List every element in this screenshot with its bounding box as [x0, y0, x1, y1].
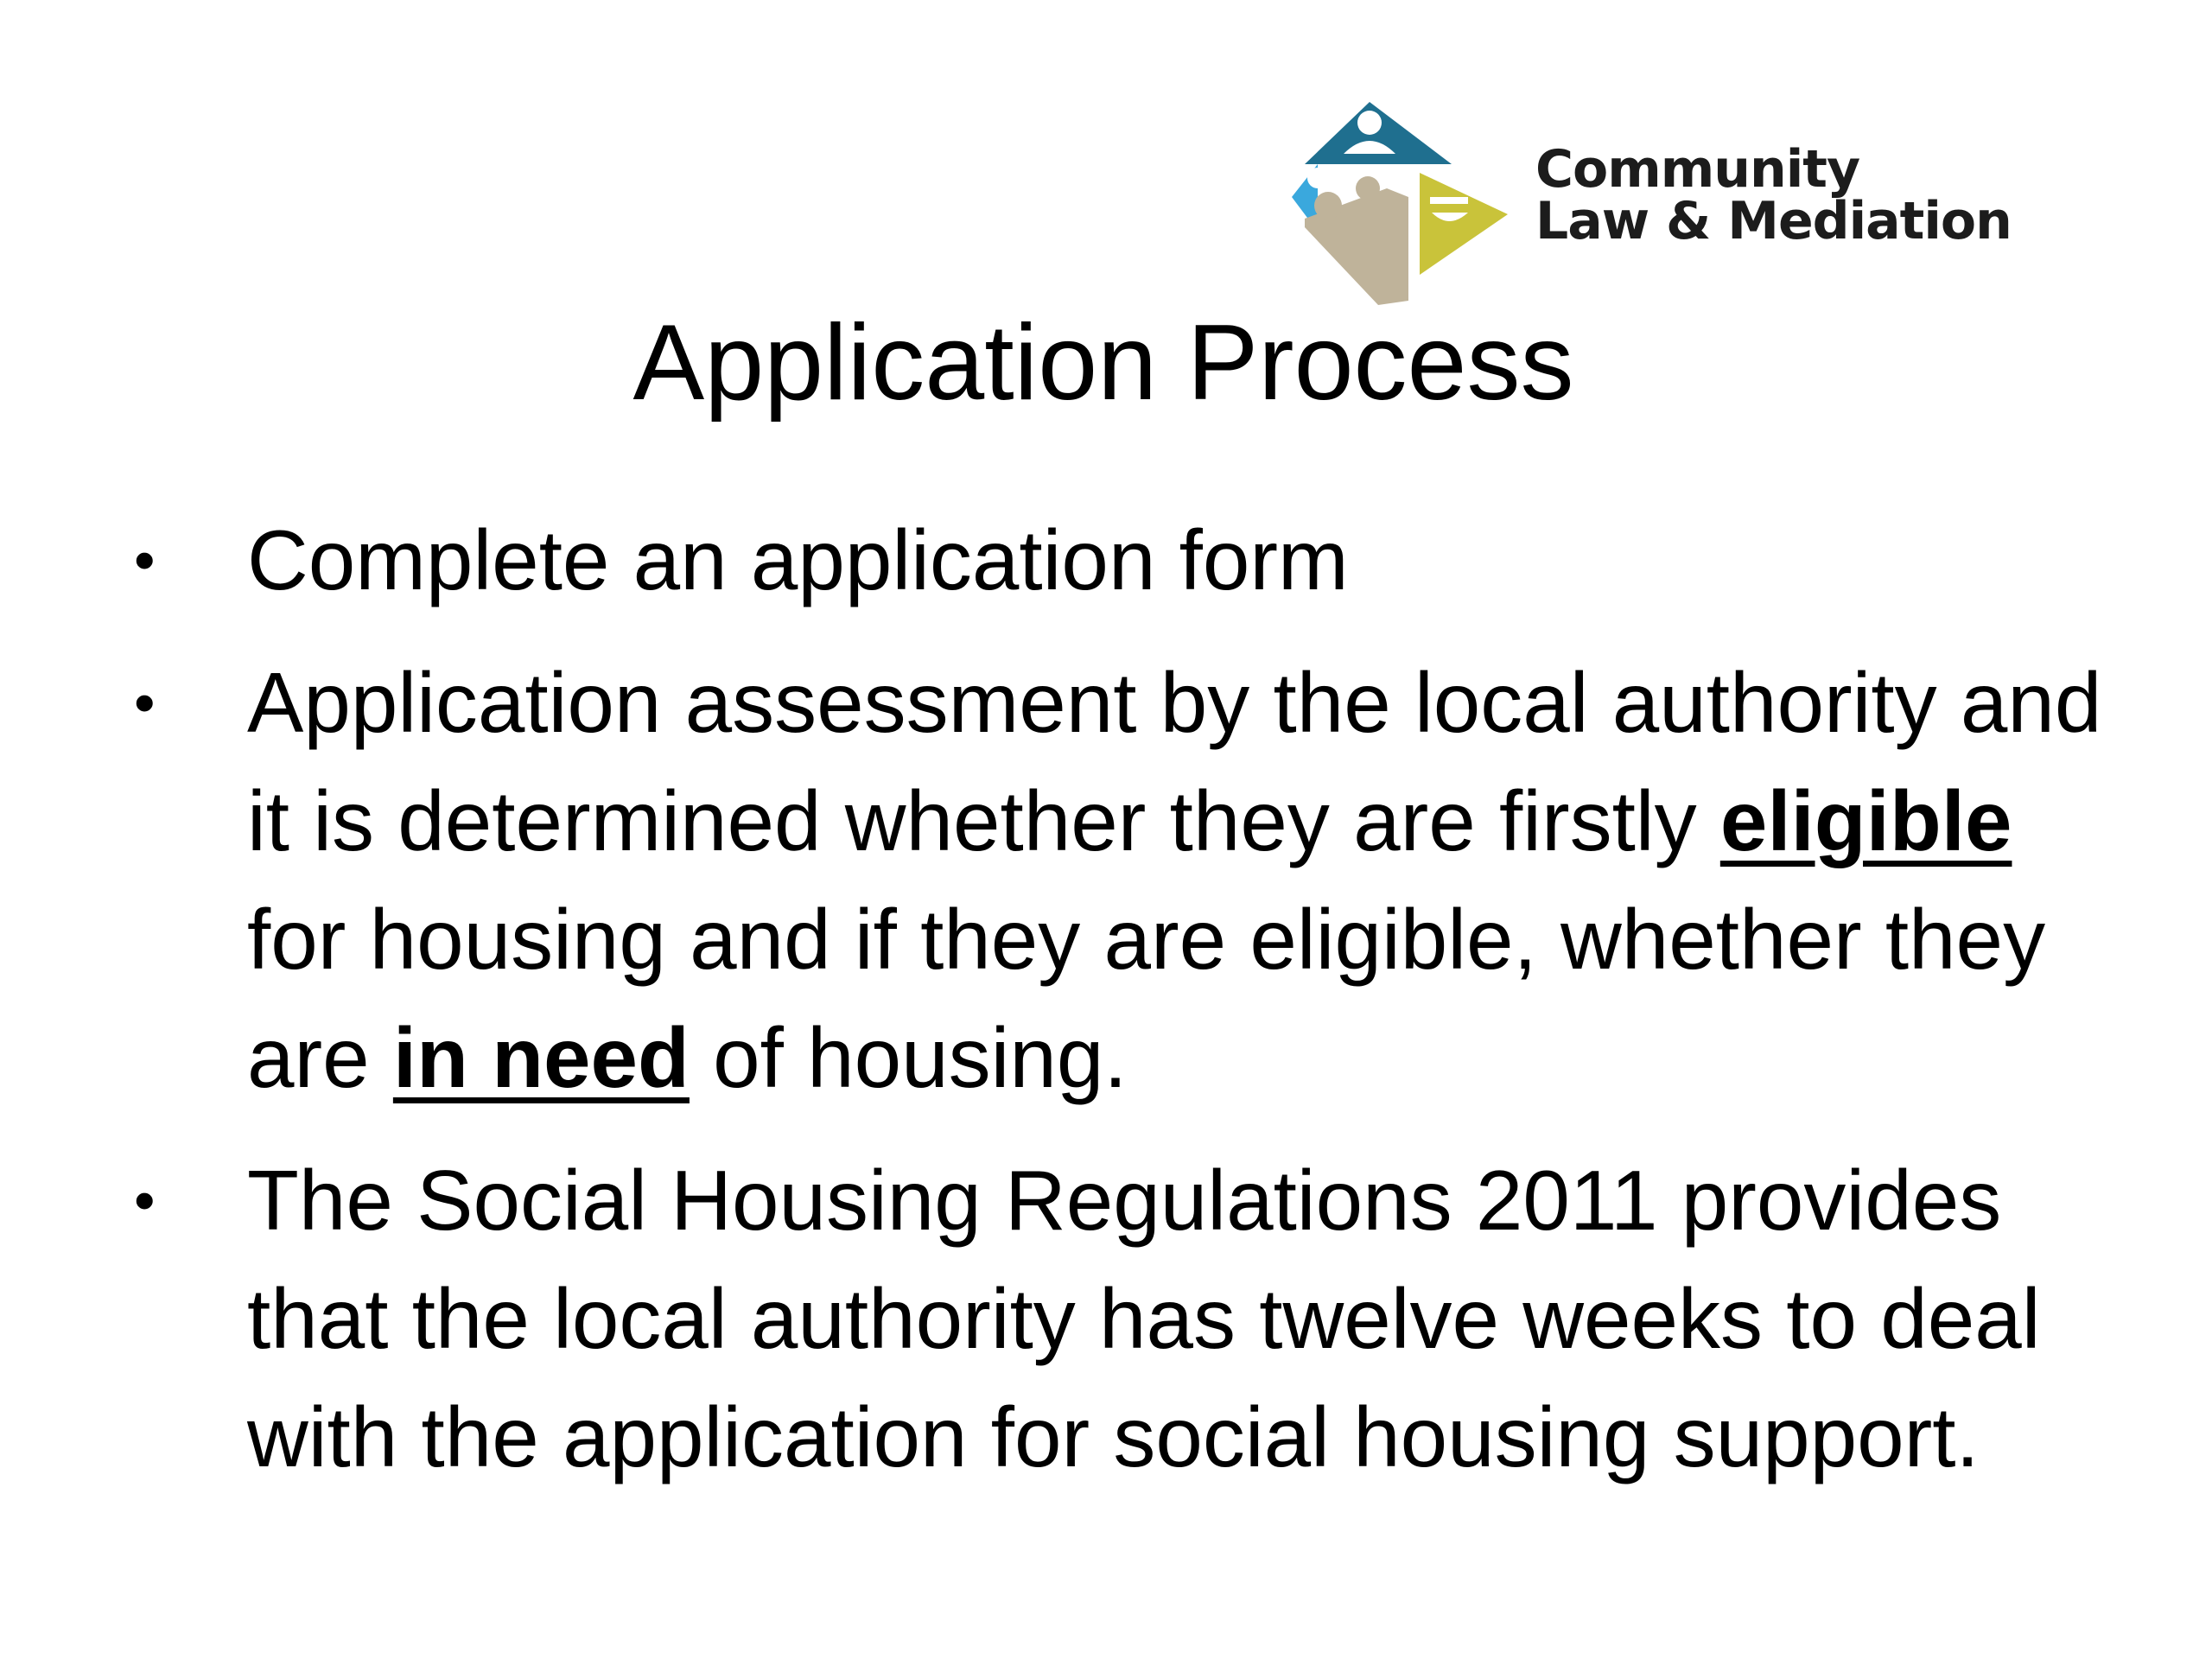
- bullet-item-1: [121, 501, 2212, 620]
- logo-line-1: Community: [1535, 139, 1860, 200]
- bullet-item-3: [121, 1141, 2212, 1497]
- bullet-list: [121, 501, 2212, 1521]
- bullet-3-line-3: with the application for social housing support.: [247, 1389, 1980, 1484]
- bullet-dot: •: [134, 1166, 156, 1234]
- bullet-dot: •: [134, 526, 156, 594]
- bullet-item-2: [121, 644, 2212, 1117]
- bullet-2-line-1: Application assessment by the local authority and: [247, 655, 2102, 750]
- logo-diamond-icon: [1257, 102, 1534, 309]
- bullet-2-line-4-pre: are: [247, 1010, 393, 1105]
- bullet-2-line-2: [247, 762, 2212, 880]
- community-law-mediation-logo: [1257, 102, 2018, 309]
- logo-text: [1535, 139, 2012, 251]
- bullet-2-line-4: [247, 999, 2212, 1117]
- logo-line-2: Law & Mediation: [1535, 191, 2012, 251]
- bullet-3-line-1: The Social Housing Regulations 2011 provides: [247, 1153, 2002, 1248]
- slide-title: [0, 302, 2212, 423]
- bullet-1-line-1: Complete an application form: [247, 512, 1349, 607]
- bullet-2-line-2-text: it is determined whether they are firstly: [247, 773, 1720, 868]
- bullet-dot: •: [134, 669, 156, 736]
- bullet-2-line-3: for housing and if they are eligible, whether they: [247, 892, 2046, 987]
- slide-title-text: Application Process: [632, 303, 1574, 423]
- bullet-3-line-2: that the local authority has twelve weeks to deal: [247, 1271, 2041, 1366]
- bullet-2-line-4-post: of housing.: [689, 1010, 1128, 1105]
- eligible-emphasis: eligible: [1719, 773, 2012, 868]
- in-need-emphasis: in need: [392, 1010, 690, 1105]
